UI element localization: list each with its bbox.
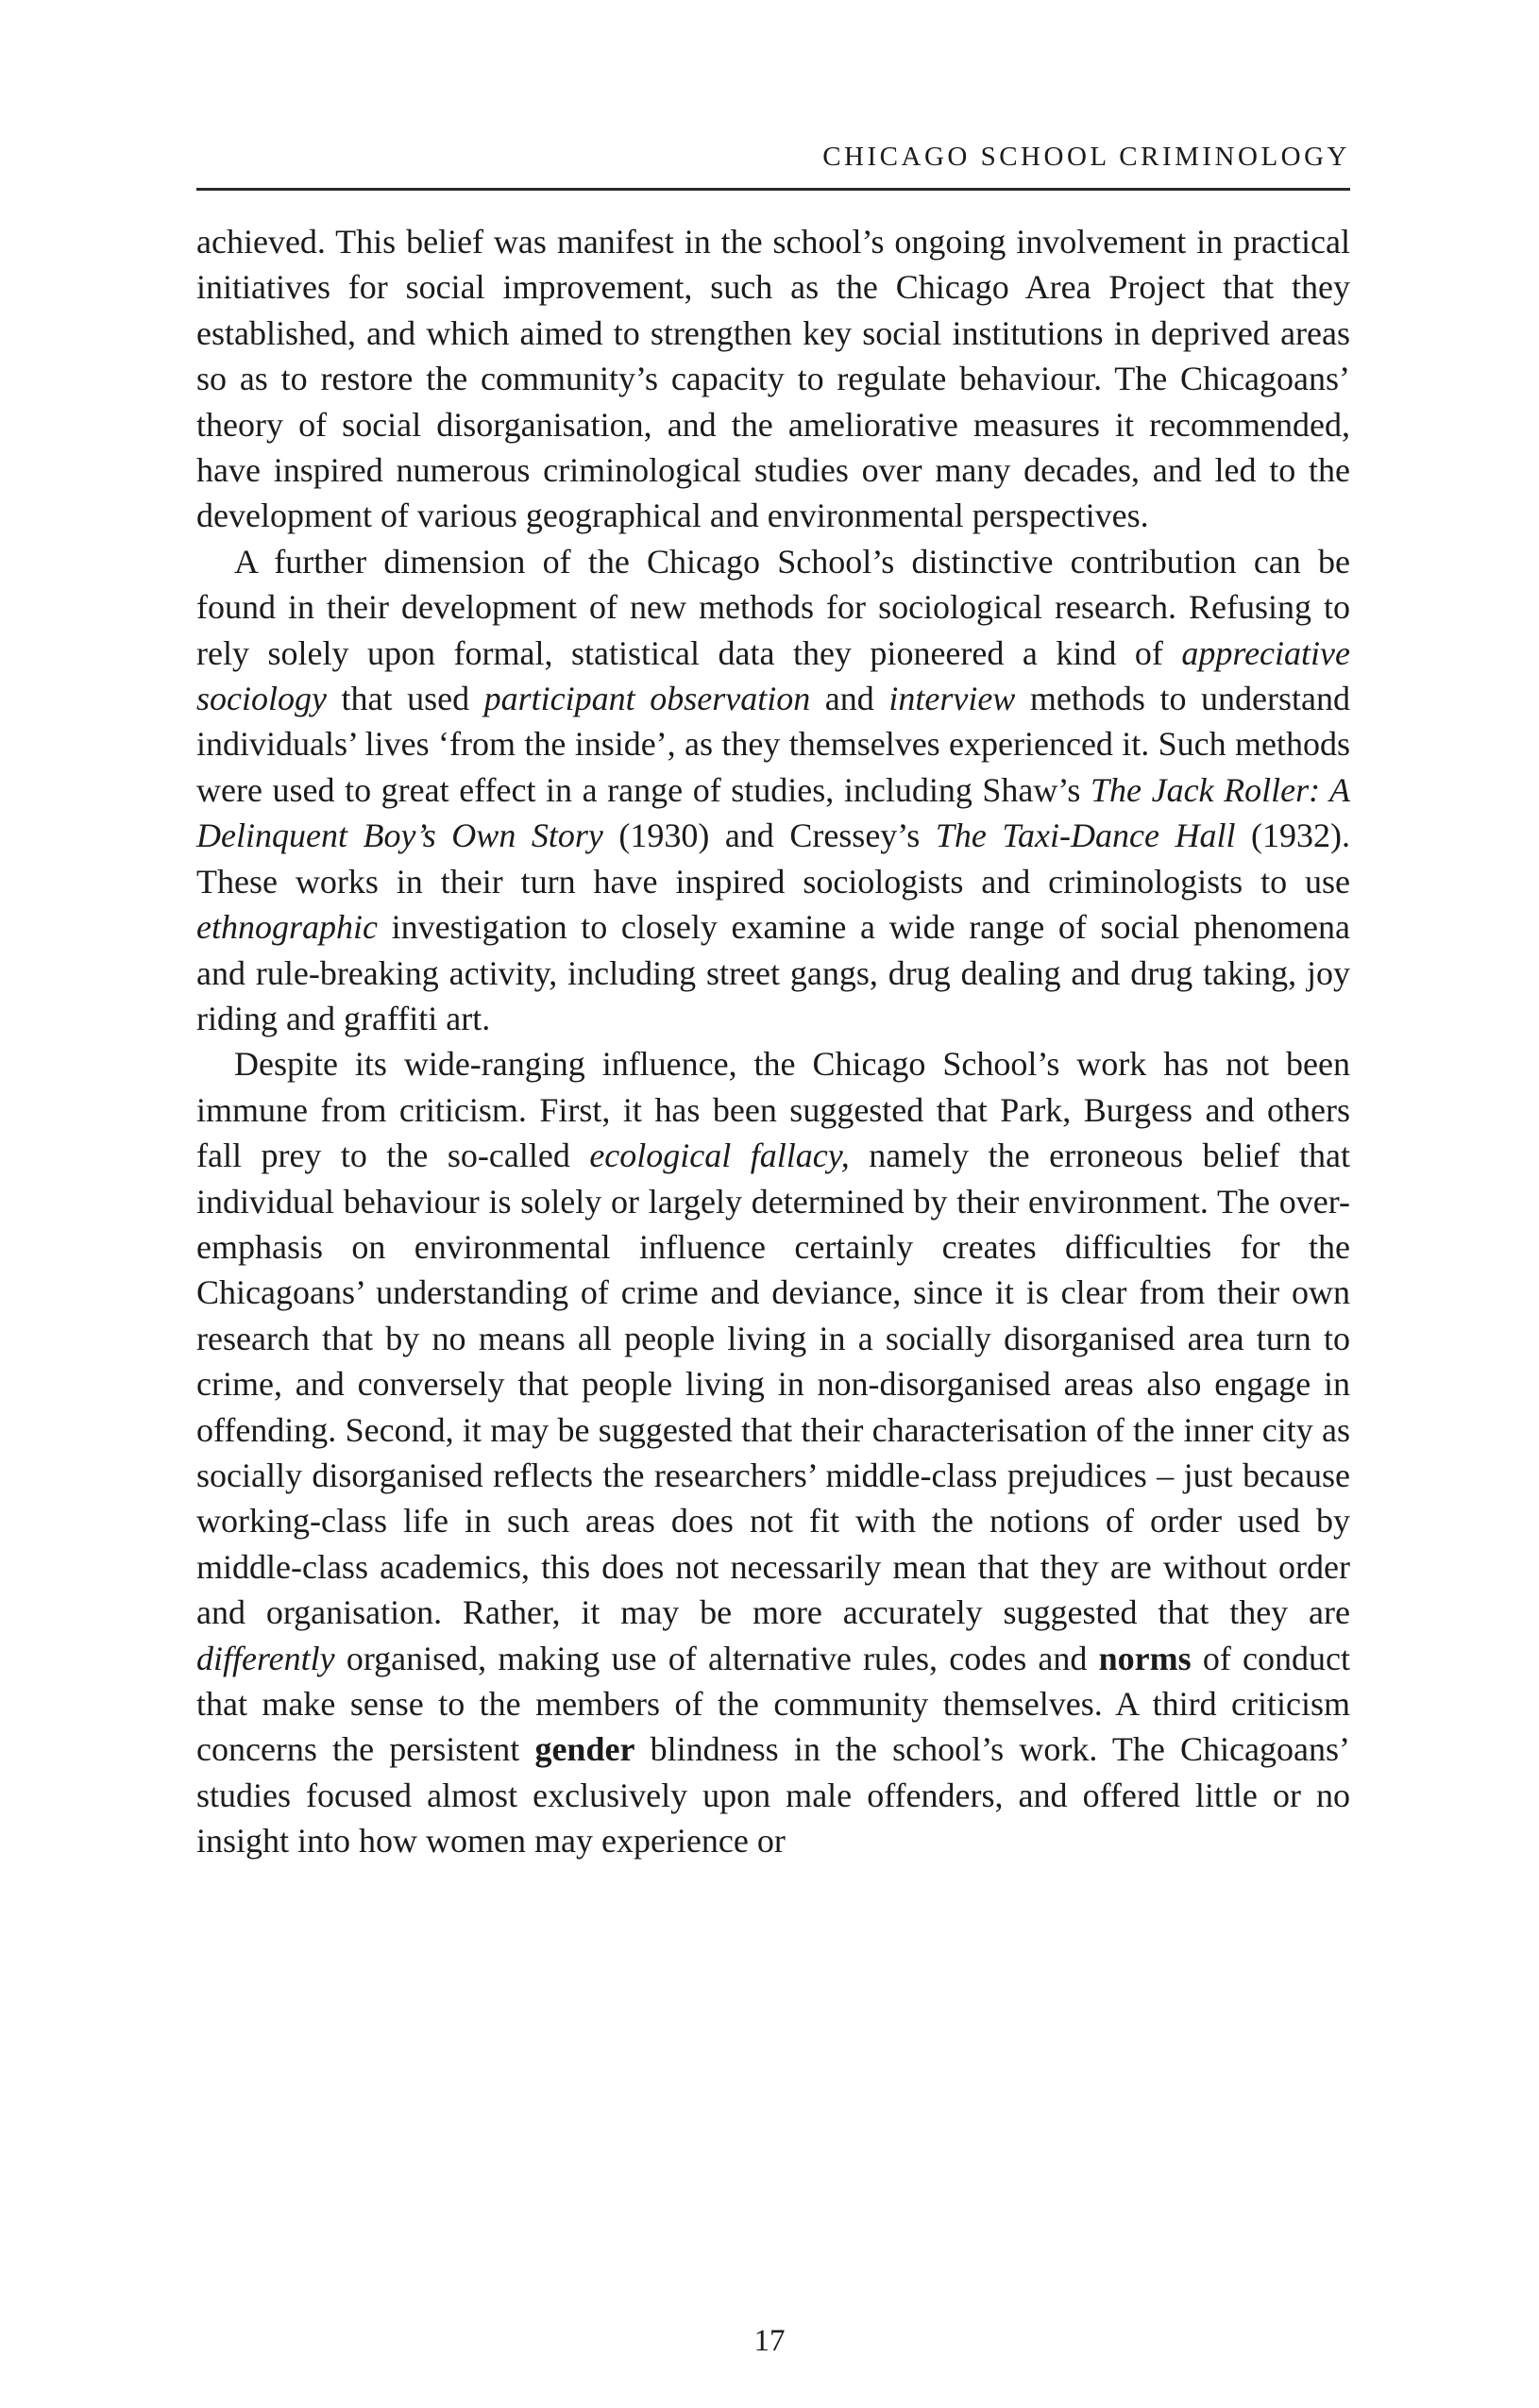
text-column	[196, 142, 1350, 1864]
body-text	[196, 219, 1350, 1864]
page-number: 17	[753, 2324, 786, 2358]
paragraph: Despite its wide-ranging influence, the Chicago School’s work has not been immune from criticism. First, it has been suggested that Park, Burgess and others fall prey to the so-called ecological fallacy, namely the erroneous belief that individual behaviour is solely or largely determined by their environment. The over-emphasis on environmental influence certainly creates difficulties for the Chicagoans’ understanding of crime and deviance, since it is clear from their own research that by no means all people living in a socially disorganised area turn to crime, and conversely that people living in non-disorganised areas also engage in offending. Second, it may be suggested that their characterisation of the inner city as socially disorganised reflects the researchers’ middle-class prejudices – just because working-class life in such areas does not fit with the notions of order used by middle-class academics, this does not necessarily mean that they are without order and organisation. Rather, it may be more accurately suggested that they are differently organised, making use of alternative rules, codes and norms of conduct that make sense to the members of the community themselves. A third criticism concerns the persistent gender blindness in the school’s work. The Chicagoans’ studies focused almost exclusively upon male offenders, and offered little or no insight into how women may experience or	[196, 1045, 1351, 1861]
paragraph: achieved. This belief was manifest in the school’s ongoing involvement in practical initiatives for social improvement, such as the Chicago Area Project that they established, and which aimed to strengthen key social institutions in deprived areas so as to restore the community’s capacity to regulate behaviour. The Chicagoans’ theory of social disorganisation, and the ameliorative measures it recommended, have inspired numerous criminological studies over many decades, and led to the development of various geographical and environmental perspectives.	[196, 223, 1350, 535]
header-rule	[196, 188, 1350, 191]
running-head: CHICAGO SCHOOL CRIMINOLOGY	[822, 142, 1350, 172]
paragraph: A further dimension of the Chicago School’s distinctive contribution can be found in their development of new methods for sociological research. Refusing to rely solely upon formal, statistical data they pioneered a kind of appreciative sociology that used participant observation and interview methods to understand individuals’ lives ‘from the inside’, as they themselves experienced it. Such methods were used to great effect in a range of studies, including Shaw’s The Jack Roller: A Delinquent Boy’s Own Story (1930) and Cressey’s The Taxi-Dance Hall (1932). These works in their turn have inspired sociologists and criminologists to use ethnographic investigation to closely examine a wide range of social phenomena and rule-breaking activity, including street gangs, drug dealing and drug taking, joy riding and graffiti art.	[196, 542, 1350, 1037]
